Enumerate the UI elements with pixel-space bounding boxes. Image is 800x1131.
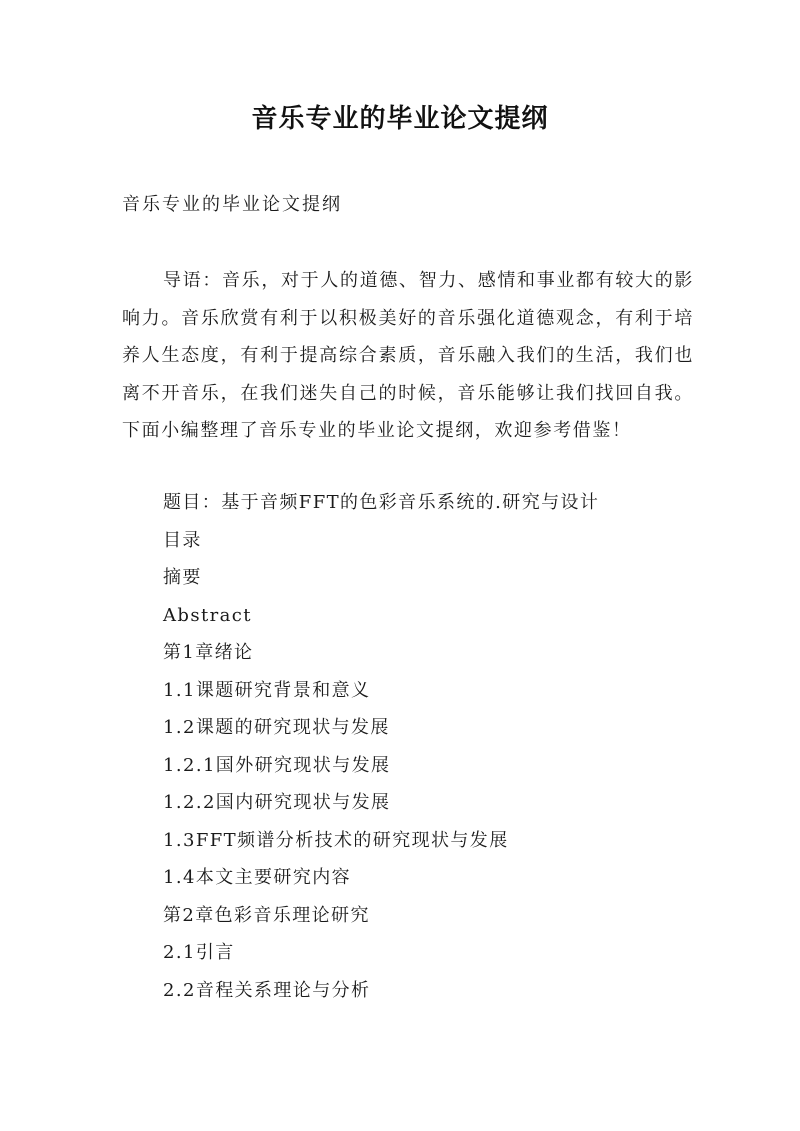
outline-item-contents: 目录 bbox=[163, 529, 202, 551]
intro-paragraph: 导语：音乐，对于人的道德、智力、感情和事业都有较大的影响力。音乐欣赏有利于以积极美好的音乐强化道德观念，有利于培养人生态度，有利于提高综合素质，音乐融入我们的生活，我们也离不开音乐，在我们迷失自己的时候，音乐能够让我们找回自我。下面小编整理了音乐专业的毕业论文提纲，欢迎参考借鉴！ bbox=[122, 270, 694, 441]
outline-item-1-2: 1.2课题的研究现状与发展 bbox=[163, 717, 390, 738]
outline-item-chapter-1: 第1章绪论 bbox=[163, 642, 254, 663]
outline-item-2-2: 2.2音程关系理论与分析 bbox=[163, 979, 371, 1001]
page-title: 音乐专业的毕业论文提纲 bbox=[251, 104, 549, 134]
outline-item-chapter-2: 第2章色彩音乐理论研究 bbox=[163, 904, 370, 926]
outline-item-topic: 题目：基于音频FFT的色彩音乐系统的.研究与设计 bbox=[163, 492, 600, 513]
outline-item-1-3: 1.3FFT频谱分析技术的研究现状与发展 bbox=[163, 829, 509, 851]
outline-item-1-1: 1.1课题研究背景和意义 bbox=[163, 679, 371, 701]
outline-item-abstract-en: Abstract bbox=[163, 604, 252, 626]
outline-item-1-2-1: 1.2.1国外研究现状与发展 bbox=[163, 754, 391, 776]
outline-list bbox=[163, 488, 599, 1013]
outline-item-abstract-cn: 摘要 bbox=[163, 567, 202, 588]
outline-item-2-1: 2.1引言 bbox=[163, 942, 235, 963]
outline-item-1-2-2: 1.2.2国内研究现状与发展 bbox=[163, 792, 391, 813]
outline-item-1-4: 1.4本文主要研究内容 bbox=[163, 867, 352, 888]
document-subtitle: 音乐专业的毕业论文提纲 bbox=[122, 194, 342, 215]
